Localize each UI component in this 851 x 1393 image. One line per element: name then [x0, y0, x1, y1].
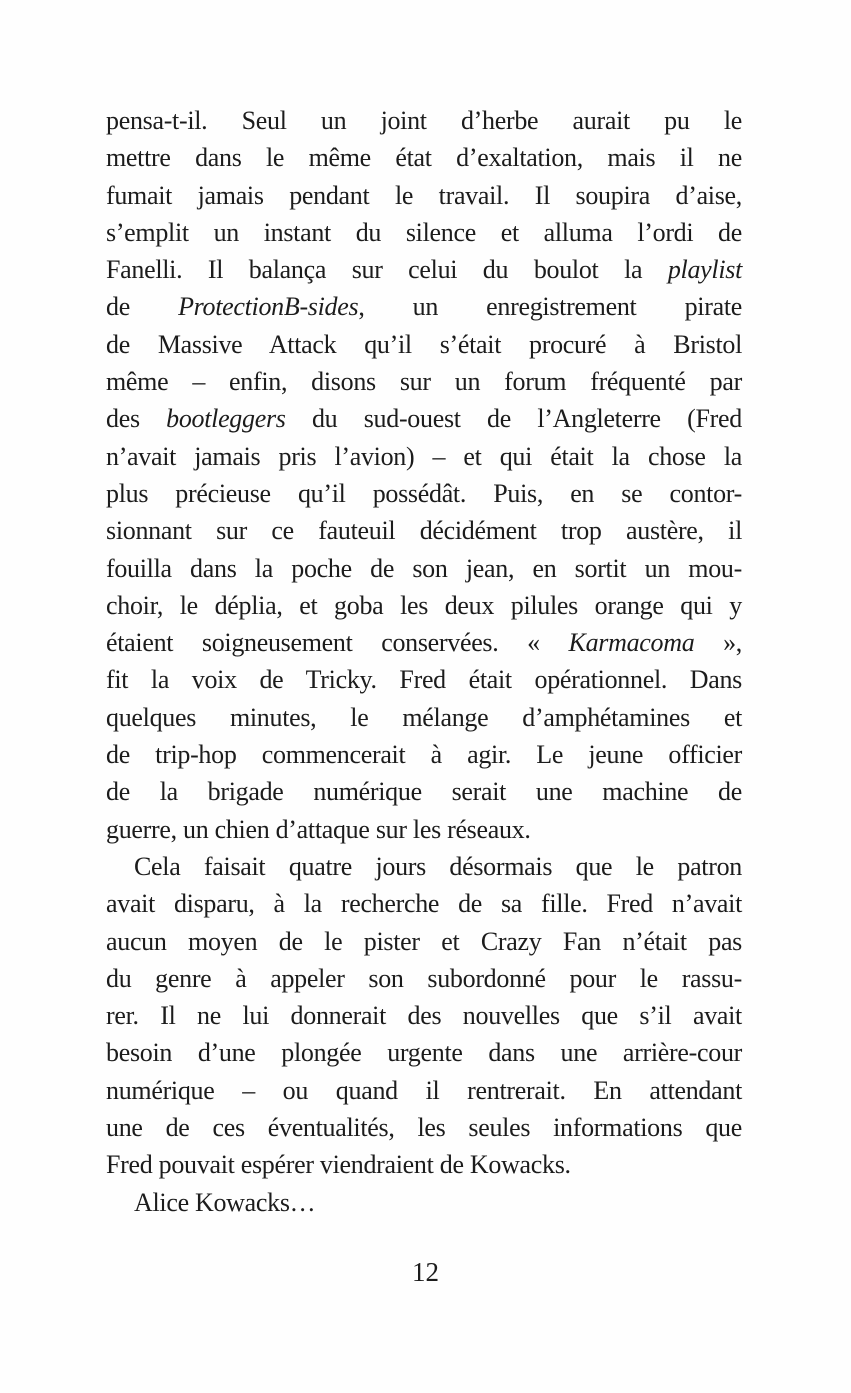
text-line: [106, 438, 742, 475]
text-line: [106, 811, 742, 848]
text-segment: plus précieuse qu’il possédât. Puis, en se contor-: [106, 478, 742, 508]
text-segment: du genre à appeler son subordonné pour le rassu-: [106, 963, 742, 993]
text-line: [106, 214, 742, 251]
text-segment: choir, le déplia, et goba les deux pilules orange qui y: [106, 590, 742, 620]
paragraph: [106, 102, 742, 848]
text-segment: fumait jamais pendant le travail. Il soupira d’aise,: [106, 180, 742, 210]
text-segment: besoin d’une plongée urgente dans une arrière-cour: [106, 1038, 742, 1068]
text-segment: fit la voix de Tricky. Fred était opérationnel. Dans: [106, 665, 742, 695]
italic-text-segment: ProtectionB-sides: [178, 292, 359, 322]
text-segment: n’avait jamais pris l’avion) – et qui était la chose la: [106, 441, 742, 471]
text-line: [106, 139, 742, 176]
text-line: [106, 997, 742, 1034]
text-line: [106, 550, 742, 587]
text-segment: »,: [694, 628, 742, 658]
text-segment: de Massive Attack qu’il s’était procuré à Bristol: [106, 329, 742, 359]
paragraph: [106, 848, 742, 1184]
text-line: [106, 885, 742, 922]
text-line: [106, 326, 742, 363]
text-line: [106, 102, 742, 139]
text-segment: étaient soigneusement conservées. «: [106, 628, 569, 658]
text-segment: des: [106, 404, 167, 434]
text-line: [106, 699, 742, 736]
italic-text-segment: Karmacoma: [568, 628, 695, 658]
text-line: [106, 773, 742, 810]
text-line: [106, 512, 742, 549]
text-line: [106, 661, 742, 698]
text-line: [106, 1109, 742, 1146]
text-segment: de trip-hop commencerait à agir. Le jeune officier: [106, 740, 742, 770]
text-line: [106, 848, 742, 885]
text-segment: numérique – ou quand il rentrerait. En attendant: [106, 1075, 742, 1105]
text-segment: , un enregistrement pirate: [358, 292, 742, 322]
text-block: [106, 102, 742, 1221]
text-line: [106, 1184, 742, 1221]
text-line: [106, 475, 742, 512]
text-segment: Fanelli. Il balança sur celui du boulot la: [106, 255, 668, 285]
text-segment: guerre, un chien d’attaque sur les réseaux.: [106, 814, 531, 844]
text-segment: Fred pouvait espérer viendraient de Kowacks.: [106, 1150, 571, 1180]
text-line: [106, 1034, 742, 1071]
text-segment: de la brigade numérique serait une machine de: [106, 777, 742, 807]
text-line: [106, 624, 742, 661]
text-segment: aucun moyen de le pister et Crazy Fan n’était pas: [106, 926, 742, 956]
text-line: [106, 251, 742, 288]
text-segment: de: [106, 292, 179, 322]
italic-text-segment: bootleggers: [166, 404, 286, 434]
text-segment: sionnant sur ce fauteuil décidément trop austère, il: [106, 516, 742, 546]
text-segment: fouilla dans la poche de son jean, en sortit un mou-: [106, 553, 742, 583]
text-line: [106, 177, 742, 214]
text-segment: Alice Kowacks…: [134, 1187, 316, 1217]
text-segment: pensa-t-il. Seul un joint d’herbe aurait pu le: [106, 106, 742, 135]
text-line: [106, 1072, 742, 1109]
text-segment: du sud-ouest de l’Angleterre (Fred: [285, 404, 742, 434]
text-line: [106, 960, 742, 997]
text-segment: une de ces éventualités, les seules informations que: [106, 1113, 742, 1143]
paragraph: [106, 1184, 742, 1221]
text-line: [106, 1146, 742, 1183]
text-segment: rer. Il ne lui donnerait des nouvelles que s’il avait: [106, 1001, 742, 1031]
text-line: [106, 587, 742, 624]
text-segment: avait disparu, à la recherche de sa fille. Fred n’avait: [106, 889, 742, 919]
text-line: [106, 400, 742, 437]
text-segment: même – enfin, disons sur un forum fréquenté par: [106, 367, 742, 397]
italic-text-segment: playlist: [667, 255, 742, 285]
page-number: 12: [412, 1257, 439, 1287]
text-segment: quelques minutes, le mélange d’amphétamines et: [106, 702, 742, 732]
text-segment: Cela faisait quatre jours désormais que le patron: [134, 851, 742, 881]
text-line: [106, 736, 742, 773]
text-segment: s’emplit un instant du silence et alluma l’ordi de: [106, 217, 742, 247]
text-line: [106, 288, 742, 325]
text-segment: mettre dans le même état d’exaltation, mais il ne: [106, 143, 742, 173]
text-line: [106, 363, 742, 400]
text-line: [106, 923, 742, 960]
